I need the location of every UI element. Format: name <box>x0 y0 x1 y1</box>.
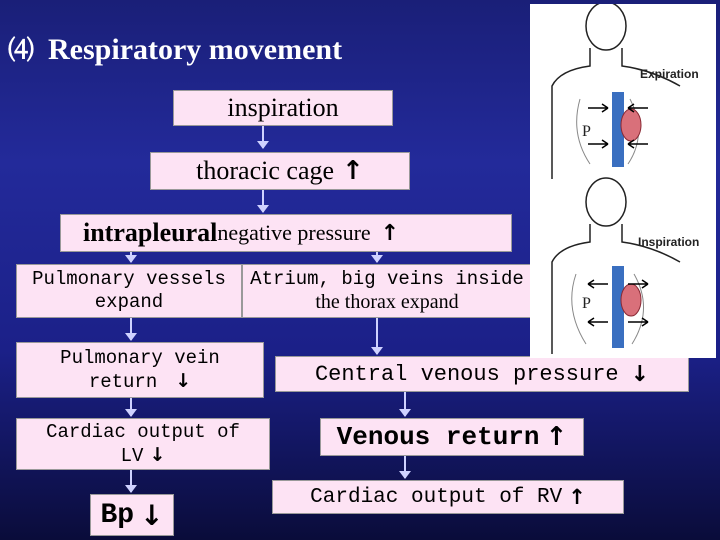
box-thoracic-cage: thoracic cage ↑ <box>150 152 410 190</box>
decrease-arrow-icon: ↓ <box>149 443 166 466</box>
pressure-arrow-icon <box>628 318 648 326</box>
expiration-panel <box>552 4 699 179</box>
arrow-intrapleural-to-atrium <box>376 252 378 262</box>
heart-icon <box>621 109 641 141</box>
arrow-thoracic-to-intrapleural <box>262 190 264 212</box>
inspiration-label: Inspiration <box>638 235 700 249</box>
pressure-arrow-icon <box>588 140 608 148</box>
arrow-lv-to-bp <box>130 470 132 492</box>
title-text: Respiratory movement <box>48 33 343 66</box>
box-cardiac-output-rv: Cardiac output of RV ↑ <box>272 480 624 514</box>
expiration-label: Expiration <box>640 67 699 81</box>
box-atrium-big-veins: Atrium, big veins inside the thorax expand <box>242 264 532 318</box>
increase-arrow-icon: ↑ <box>545 422 568 452</box>
head-outline-icon <box>586 178 626 226</box>
box-intrapleural-pressure: intrapleural negative pressure ↑ <box>60 214 512 252</box>
pressure-arrow-icon <box>588 280 608 288</box>
decrease-arrow-icon: ↓ <box>630 361 650 387</box>
box-bp: Bp ↓ <box>90 494 174 536</box>
increase-arrow-icon: ↑ <box>568 485 586 509</box>
arrow-intrapleural-to-pulmonary <box>130 252 132 262</box>
title-number: ⑷ <box>8 36 35 66</box>
arrow-pulmonary-to-vein <box>130 318 132 340</box>
box-venous-return: Venous return ↑ <box>320 418 584 456</box>
thorax-pressure-figure <box>530 4 716 358</box>
pressure-arrow-icon <box>588 318 608 326</box>
head-outline-icon <box>586 4 626 50</box>
box-cardiac-output-lv: Cardiac output of LV ↓ <box>16 418 270 470</box>
slide-title <box>8 30 342 67</box>
arrow-inspiration-to-thoracic <box>262 126 264 148</box>
inspiration-panel <box>552 178 699 354</box>
arrow-central-to-venous-return <box>404 392 406 416</box>
pressure-label: P <box>582 295 591 312</box>
heart-icon <box>621 284 641 316</box>
pressure-label: P <box>582 123 591 140</box>
increase-arrow-icon: ↑ <box>380 220 400 246</box>
decrease-arrow-icon: ↓ <box>140 498 164 532</box>
decrease-arrow-icon: ↓ <box>175 369 192 392</box>
pressure-arrow-icon <box>628 104 648 112</box>
box-inspiration: inspiration <box>173 90 393 126</box>
thorax-illustration <box>530 4 716 358</box>
box-pulmonary-vein-return: Pulmonary vein return ↓ <box>16 342 264 398</box>
arrow-vein-to-lv <box>130 398 132 416</box>
box-pulmonary-vessels: Pulmonary vessels expand <box>16 264 242 318</box>
box-central-venous-pressure: Central venous pressure ↓ <box>275 356 689 392</box>
arrow-venous-return-to-rv <box>404 456 406 478</box>
pressure-arrow-icon <box>588 104 608 112</box>
increase-arrow-icon: ↑ <box>342 156 364 186</box>
arrow-atrium-to-central <box>376 318 378 354</box>
